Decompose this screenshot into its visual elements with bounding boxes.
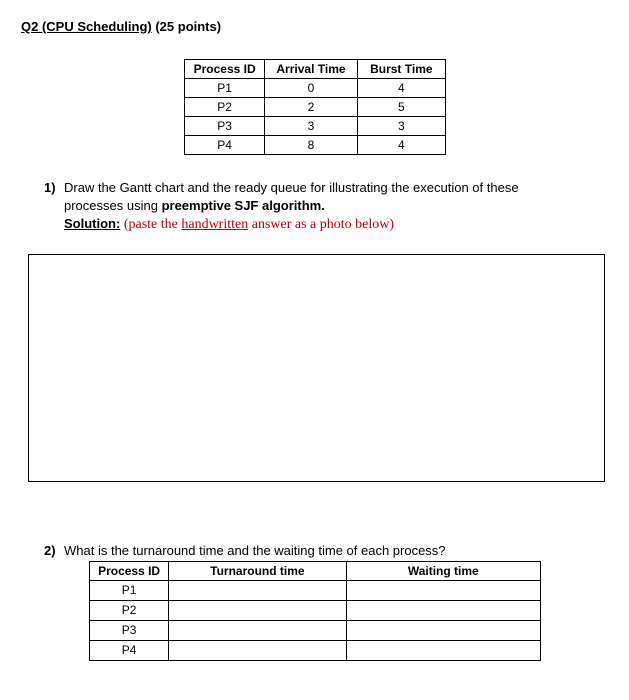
process-id-cell: P1: [185, 79, 265, 98]
burst-time-cell: 4: [357, 79, 445, 98]
header-arrival-time: Arrival Time: [265, 60, 357, 79]
table-row: [185, 79, 446, 98]
process-id-cell: P2: [185, 98, 265, 117]
arrival-time-cell: 0: [265, 79, 357, 98]
solution-note: [120, 217, 394, 232]
header-process-id: Process ID: [90, 562, 169, 581]
table-row: [185, 136, 446, 155]
question-1-algorithm: preemptive SJF algorithm.: [161, 198, 325, 213]
table-row: [90, 581, 541, 601]
header-turnaround-time: Turnaround time: [169, 562, 346, 581]
turnaround-cell[interactable]: [169, 601, 346, 621]
process-table: [184, 59, 446, 155]
table-row: [185, 117, 446, 136]
question-2: [44, 542, 604, 560]
page-heading: [21, 19, 221, 34]
arrival-time-cell: 3: [265, 117, 357, 136]
process-id-cell: P3: [90, 621, 169, 641]
header-burst-time: Burst Time: [357, 60, 445, 79]
arrival-time-cell: 8: [265, 136, 357, 155]
solution-note-a: (paste the: [120, 217, 182, 232]
burst-time-cell: 3: [357, 117, 445, 136]
solution-note-handwritten: handwritten: [181, 217, 249, 232]
answer-table: [89, 561, 541, 661]
burst-time-cell: 4: [357, 136, 445, 155]
table-row: [185, 98, 446, 117]
solution-note-b: answer as a photo below): [248, 217, 395, 232]
waiting-cell[interactable]: [346, 601, 540, 621]
process-id-cell: P1: [90, 581, 169, 601]
header-process-id: Process ID: [185, 60, 265, 79]
table-row: [90, 601, 541, 621]
process-id-cell: P4: [90, 641, 169, 661]
heading-title: Q2 (CPU Scheduling): [21, 19, 152, 34]
process-id-cell: P2: [90, 601, 169, 621]
turnaround-cell[interactable]: [169, 581, 346, 601]
turnaround-cell[interactable]: [169, 621, 346, 641]
process-id-cell: P4: [185, 136, 265, 155]
answer-table-header: [90, 562, 541, 581]
question-1-number: 1): [44, 180, 56, 195]
turnaround-cell[interactable]: [169, 641, 346, 661]
arrival-time-cell: 2: [265, 98, 357, 117]
question-1-text-a: Draw the Gantt chart and the ready queue for illustrating the execution of these: [64, 180, 519, 195]
question-1: [44, 179, 604, 234]
burst-time-cell: 5: [357, 98, 445, 117]
answer-photo-box[interactable]: [28, 254, 605, 482]
process-table-header: [185, 60, 446, 79]
question-2-text: What is the turnaround time and the waiting time of each process?: [64, 543, 446, 558]
question-2-number: 2): [44, 543, 56, 558]
waiting-cell[interactable]: [346, 641, 540, 661]
process-id-cell: P3: [185, 117, 265, 136]
table-row: [90, 621, 541, 641]
waiting-cell[interactable]: [346, 581, 540, 601]
question-1-text-b: processes using: [64, 198, 162, 213]
heading-points: (25 points): [151, 19, 222, 34]
waiting-cell[interactable]: [346, 621, 540, 641]
solution-label: Solution:: [64, 216, 121, 231]
table-row: [90, 641, 541, 661]
header-waiting-time: Waiting time: [346, 562, 540, 581]
